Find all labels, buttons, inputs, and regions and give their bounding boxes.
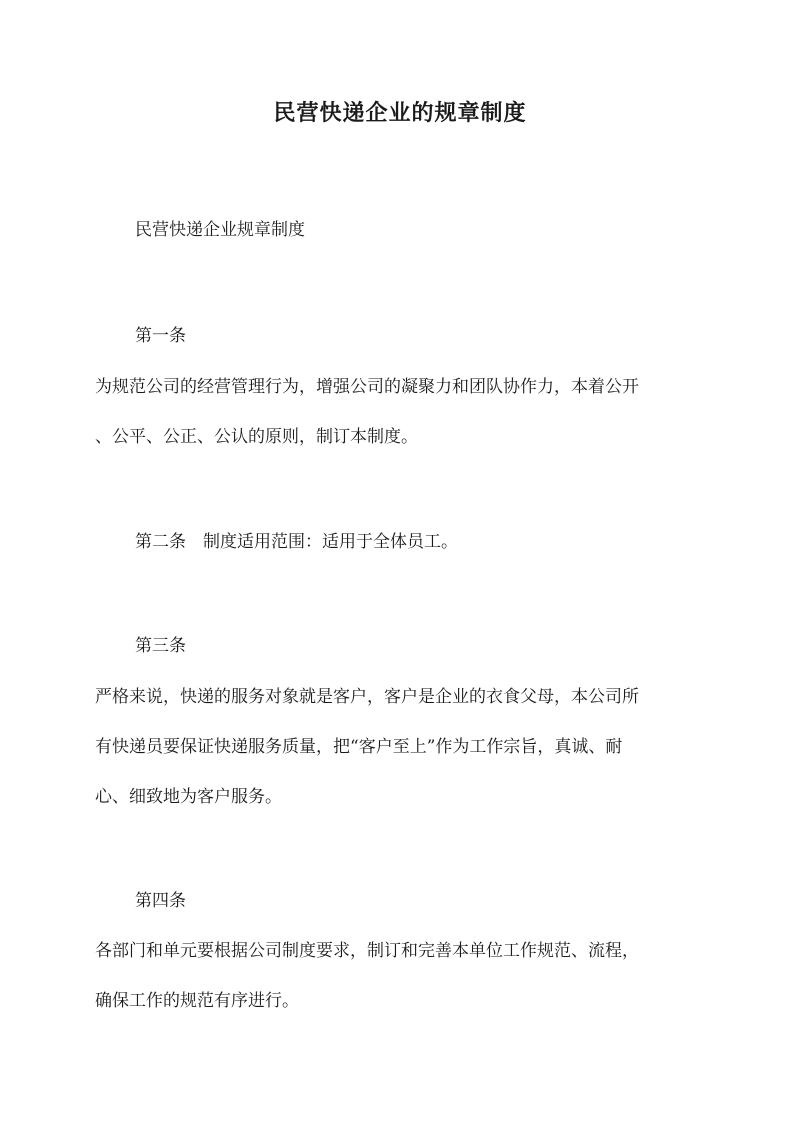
article-1-line-1: 为规范公司的经营管理行为，增强公司的凝聚力和团队协作力，本着公开	[95, 377, 639, 397]
article-3-line-2: 有快递员要保证快递服务质量，把“客户至上”作为工作宗旨，真诚、耐	[95, 737, 623, 757]
article-3-line-1: 严格来说，快递的服务对象就是客户，客户是企业的衣食父母，本公司所	[95, 687, 639, 707]
article-4-line-2: 确保工作的规范有序进行。	[95, 991, 299, 1011]
document-subtitle: 民营快递企业规章制度	[135, 220, 305, 240]
document-title: 民营快递企业的规章制度	[273, 100, 527, 126]
article-3-heading: 第三条	[135, 636, 186, 656]
article-3-line-3: 心、细致地为客户服务。	[95, 787, 282, 807]
article-1-heading: 第一条	[135, 326, 186, 346]
article-4-line-1: 各部门和单元要根据公司制度要求，制订和完善本单位工作规范、流程，	[95, 941, 639, 961]
article-4-heading: 第四条	[135, 891, 186, 911]
article-1-line-2: 、公平、公正、公认的原则，制订本制度。	[95, 427, 418, 447]
article-2-heading: 第二条 制度适用范围：适用于全体员工。	[135, 532, 458, 552]
